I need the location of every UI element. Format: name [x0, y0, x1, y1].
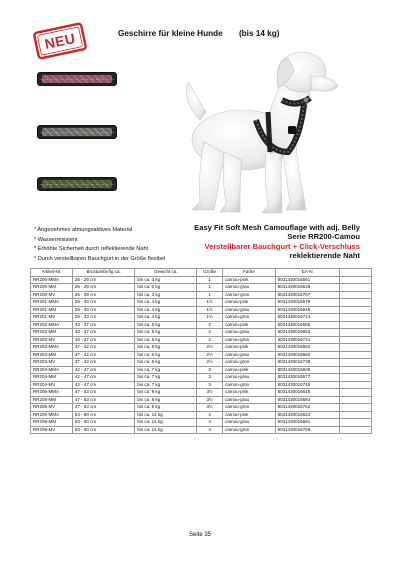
table-cell-blank [339, 404, 371, 412]
new-stamp [31, 21, 88, 61]
table-cell-blank [339, 389, 371, 397]
table-cell: 2 [197, 336, 223, 344]
table-cell: 1 [197, 284, 223, 292]
table-cell: camou-grün [223, 359, 276, 367]
table-cell-blank [339, 344, 371, 352]
table-cell: camou-grün [223, 336, 276, 344]
table-cell-blank [339, 306, 371, 314]
table-cell: 1½ [197, 314, 223, 322]
table-cell: bis ca. 7 kg [135, 381, 197, 389]
table-row [31, 284, 372, 292]
table-cell: 42 - 47 cm [72, 381, 135, 389]
product-name: Easy Fit Soft Mesh Camouflage with adj. Belly [194, 223, 360, 232]
table-cell: camou-grün [223, 426, 276, 434]
table-cell: bis ca. 6 kg [135, 344, 197, 352]
table-cell: 4 [197, 419, 223, 427]
table-cell: RR201-MM [31, 306, 73, 314]
table-cell: 1 [197, 276, 223, 284]
col-ean: EA-N [275, 269, 339, 277]
table-cell: bis ca. 5 kg [135, 329, 197, 337]
table-cell: camou-pink [223, 299, 276, 307]
product-highlight: Verstellbarer Bauchgurt + Click-Verschluss [204, 241, 360, 251]
table-cell: 8031430016714 [275, 314, 339, 322]
table-row [31, 336, 372, 344]
table-cell: 8031430016561 [275, 276, 339, 284]
table-cell: RR206-MMA [31, 411, 73, 419]
table-cell: 8031430016769 [275, 426, 339, 434]
table-cell-blank [339, 291, 371, 299]
table-row [31, 306, 372, 314]
new-stamp-label: NEU [43, 29, 77, 53]
table-row [31, 351, 372, 359]
table-cell: 47 - 53 cm [72, 396, 135, 404]
table-cell: 8031430016646 [275, 306, 339, 314]
table-cell: bis ca. 4 kg [135, 299, 197, 307]
table-cell: RR200-MM [31, 284, 73, 292]
table-cell: 33 - 37 cm [72, 321, 135, 329]
table-cell-blank [339, 374, 371, 382]
table-cell: bis ca. 9 kg [135, 404, 197, 412]
table-row [31, 314, 372, 322]
table-cell: 33 - 37 cm [72, 336, 135, 344]
table-cell: camou-grün [223, 404, 276, 412]
table-cell: RR202-MV [31, 336, 73, 344]
table-cell-blank [339, 426, 371, 434]
feature-list [34, 226, 165, 264]
table-row [31, 389, 372, 397]
table-cell: camou-pink [223, 276, 276, 284]
table-cell: camou-pink [223, 411, 276, 419]
table-cell: bis ca. 14 kg [135, 426, 197, 434]
table-row [31, 329, 372, 337]
table-cell: 2 [197, 321, 223, 329]
table-cell: camou-grau [223, 329, 276, 337]
table-cell: RR202-MMA [31, 321, 73, 329]
table-cell: 2½ [197, 351, 223, 359]
page-heading [118, 29, 293, 38]
table-cell: bis ca. 5 kg [135, 321, 197, 329]
table-cell: RR206-MV [31, 426, 73, 434]
table-cell: 8031430016592 [275, 344, 339, 352]
table-cell: 3 [197, 366, 223, 374]
feature-item: * Erhöhte Sicherheit durch reflektierende Naht [34, 246, 149, 253]
table-cell: 4 [197, 411, 223, 419]
table-cell: camou-pink [223, 344, 276, 352]
table-header-row [31, 269, 372, 277]
table-cell-blank [339, 284, 371, 292]
feature-item: * Durch verstellbaren Bauchgurt in der Größe flexibel [34, 255, 166, 262]
table-cell: 33 - 37 cm [72, 329, 135, 337]
table-row [31, 359, 372, 367]
table-cell: RR203-MMA [31, 344, 73, 352]
table-cell: RR205-MV [31, 404, 73, 412]
table-cell: bis ca. 3 kg [135, 284, 197, 292]
table-cell: 8031430016639 [275, 284, 339, 292]
table-cell: camou-grau [223, 351, 276, 359]
table-cell-blank [339, 396, 371, 404]
table-cell: 3½ [197, 404, 223, 412]
table-cell: bis ca. 4 kg [135, 306, 197, 314]
table-cell: 47 - 53 cm [72, 404, 135, 412]
table-cell: RR202-MM [31, 329, 73, 337]
table-cell: 3½ [197, 396, 223, 404]
table-cell: camou-grün [223, 314, 276, 322]
table-cell: bis ca. 14 kg [135, 411, 197, 419]
table-cell: RR204-MV [31, 381, 73, 389]
table-cell: 8031430016677 [275, 374, 339, 382]
table-cell: camou-grau [223, 306, 276, 314]
table-cell-blank [339, 329, 371, 337]
table-cell-blank [339, 299, 371, 307]
table-cell: RR201-MMA [31, 299, 73, 307]
table-cell: 2½ [197, 359, 223, 367]
table-cell: 3 [197, 381, 223, 389]
table-cell: bis ca. 6 kg [135, 359, 197, 367]
harness-strip-green [37, 177, 117, 191]
heading-title: Geschirre für kleine Hunde [118, 29, 223, 38]
product-title-block [194, 223, 360, 261]
table-cell: 47 - 53 cm [72, 389, 135, 397]
table-row [31, 366, 372, 374]
table-cell: camou-grau [223, 396, 276, 404]
dog-figure-with-harness [170, 42, 345, 220]
table-cell-blank [339, 359, 371, 367]
table-cell: 53 - 60 cm [72, 426, 135, 434]
table-cell: 8031430016752 [275, 404, 339, 412]
product-feature: reklektierende Naht [289, 251, 360, 261]
table-cell: bis ca. 9 kg [135, 396, 197, 404]
table-cell: 8031430016738 [275, 359, 339, 367]
table-cell: bis ca. 3 kg [135, 291, 197, 299]
col-chest: Brustumfa-ñg ca. [72, 269, 135, 277]
table-cell-blank [339, 381, 371, 389]
table-row [31, 276, 372, 284]
heading-weight: (bis 14 kg) [238, 29, 280, 38]
spec-table [30, 268, 372, 434]
table-cell: RR203-MM [31, 351, 73, 359]
table-cell: 8031430016684 [275, 396, 339, 404]
table-row [31, 396, 372, 404]
table-row [31, 411, 372, 419]
table-cell: 8031430016653 [275, 329, 339, 337]
table-cell: bis ca. 7 kg [135, 366, 197, 374]
table-cell-blank [339, 411, 371, 419]
table-row [31, 344, 372, 352]
col-blank [339, 269, 371, 277]
table-cell: RR203-MV [31, 359, 73, 367]
table-row [31, 291, 372, 299]
table-cell: 2½ [197, 344, 223, 352]
table-cell: 29 - 33 cm [72, 314, 135, 322]
table-row [31, 381, 372, 389]
table-cell: 8031430016622 [275, 411, 339, 419]
table-cell: RR205-MM [31, 396, 73, 404]
table-cell: 25 - 29 cm [72, 276, 135, 284]
table-cell: bis ca. 5 kg [135, 336, 197, 344]
table-cell: camou-grau [223, 374, 276, 382]
table-cell: 37 - 42 cm [72, 344, 135, 352]
table-cell: 8031430016585 [275, 321, 339, 329]
table-cell: 53 - 60 cm [72, 419, 135, 427]
table-cell: 1 [197, 291, 223, 299]
table-cell: bis ca. 9 kg [135, 389, 197, 397]
table-row [31, 321, 372, 329]
table-cell: camou-grau [223, 419, 276, 427]
table-cell: camou-pink [223, 366, 276, 374]
table-cell-blank [339, 419, 371, 427]
table-cell: camou-pink [223, 321, 276, 329]
table-cell: 8031430016578 [275, 299, 339, 307]
table-cell: 8031430016691 [275, 419, 339, 427]
table-cell: 25 - 29 cm [72, 284, 135, 292]
table-cell: 37 - 42 cm [72, 351, 135, 359]
table-cell: bis ca. 4 kg [135, 314, 197, 322]
table-cell-blank [339, 276, 371, 284]
col-size: Größe [197, 269, 223, 277]
table-cell: bis ca. 7 kg [135, 374, 197, 382]
table-cell-blank [339, 314, 371, 322]
table-cell: 53 - 60 cm [72, 411, 135, 419]
table-cell-blank [339, 351, 371, 359]
table-cell: RR206-MM [31, 419, 73, 427]
table-row [31, 374, 372, 382]
feature-item: * Angenehmes atmungsaktives Material [34, 227, 133, 233]
table-row [31, 404, 372, 412]
col-weight: Gewicht ca. [135, 269, 197, 277]
col-color: Farbe [223, 269, 276, 277]
table-cell: 1½ [197, 299, 223, 307]
table-cell-blank [339, 321, 371, 329]
table-cell: 42 - 47 cm [72, 366, 135, 374]
table-cell: 37 - 42 cm [72, 359, 135, 367]
table-cell: 42 - 47 cm [72, 374, 135, 382]
col-article: Artikel-Nr. [31, 269, 73, 277]
table-cell: RR200-MV [31, 291, 73, 299]
table-cell: camou-grau [223, 284, 276, 292]
table-cell: 8031430016660 [275, 351, 339, 359]
table-cell: bis ca. 14 kg [135, 419, 197, 427]
table-cell-blank [339, 336, 371, 344]
table-cell: RR200-MMA [31, 276, 73, 284]
page-number: Seite 35 [188, 532, 212, 538]
table-cell: camou-grün [223, 381, 276, 389]
table-cell: 25 - 29 cm [72, 291, 135, 299]
table-cell: 4 [197, 426, 223, 434]
table-cell: bis ca. 3 kg [135, 276, 197, 284]
harness-strip-grey [37, 125, 117, 139]
table-cell: RR205-MMA [31, 389, 73, 397]
table-cell: 1½ [197, 306, 223, 314]
table-cell: 8031430016745 [275, 381, 339, 389]
table-cell: RR204-MMA [31, 366, 73, 374]
table-cell: camou-grün [223, 291, 276, 299]
table-cell: camou-pink [223, 389, 276, 397]
table-cell: bis ca. 6 kg [135, 351, 197, 359]
table-cell-blank [339, 366, 371, 374]
table-row [31, 419, 372, 427]
table-row [31, 299, 372, 307]
table-cell: 8031430016707 [275, 291, 339, 299]
feature-item: * Wasserresistent [34, 236, 78, 243]
table-cell: 8031430016608 [275, 366, 339, 374]
product-series: Serie RR200-Camou [287, 232, 360, 242]
table-cell: RR204-MM [31, 374, 73, 382]
table-cell: RR201-MV [31, 314, 73, 322]
table-cell: 3 [197, 374, 223, 382]
table-row [31, 426, 372, 434]
harness-strip-pink [37, 72, 117, 86]
table-cell: 2 [197, 329, 223, 337]
table-cell: 8031430016615 [275, 389, 339, 397]
table-cell: 8031430016721 [275, 336, 339, 344]
table-cell: 3½ [197, 389, 223, 397]
table-cell: 29 - 33 cm [72, 299, 135, 307]
table-cell: 29 - 33 cm [72, 306, 135, 314]
